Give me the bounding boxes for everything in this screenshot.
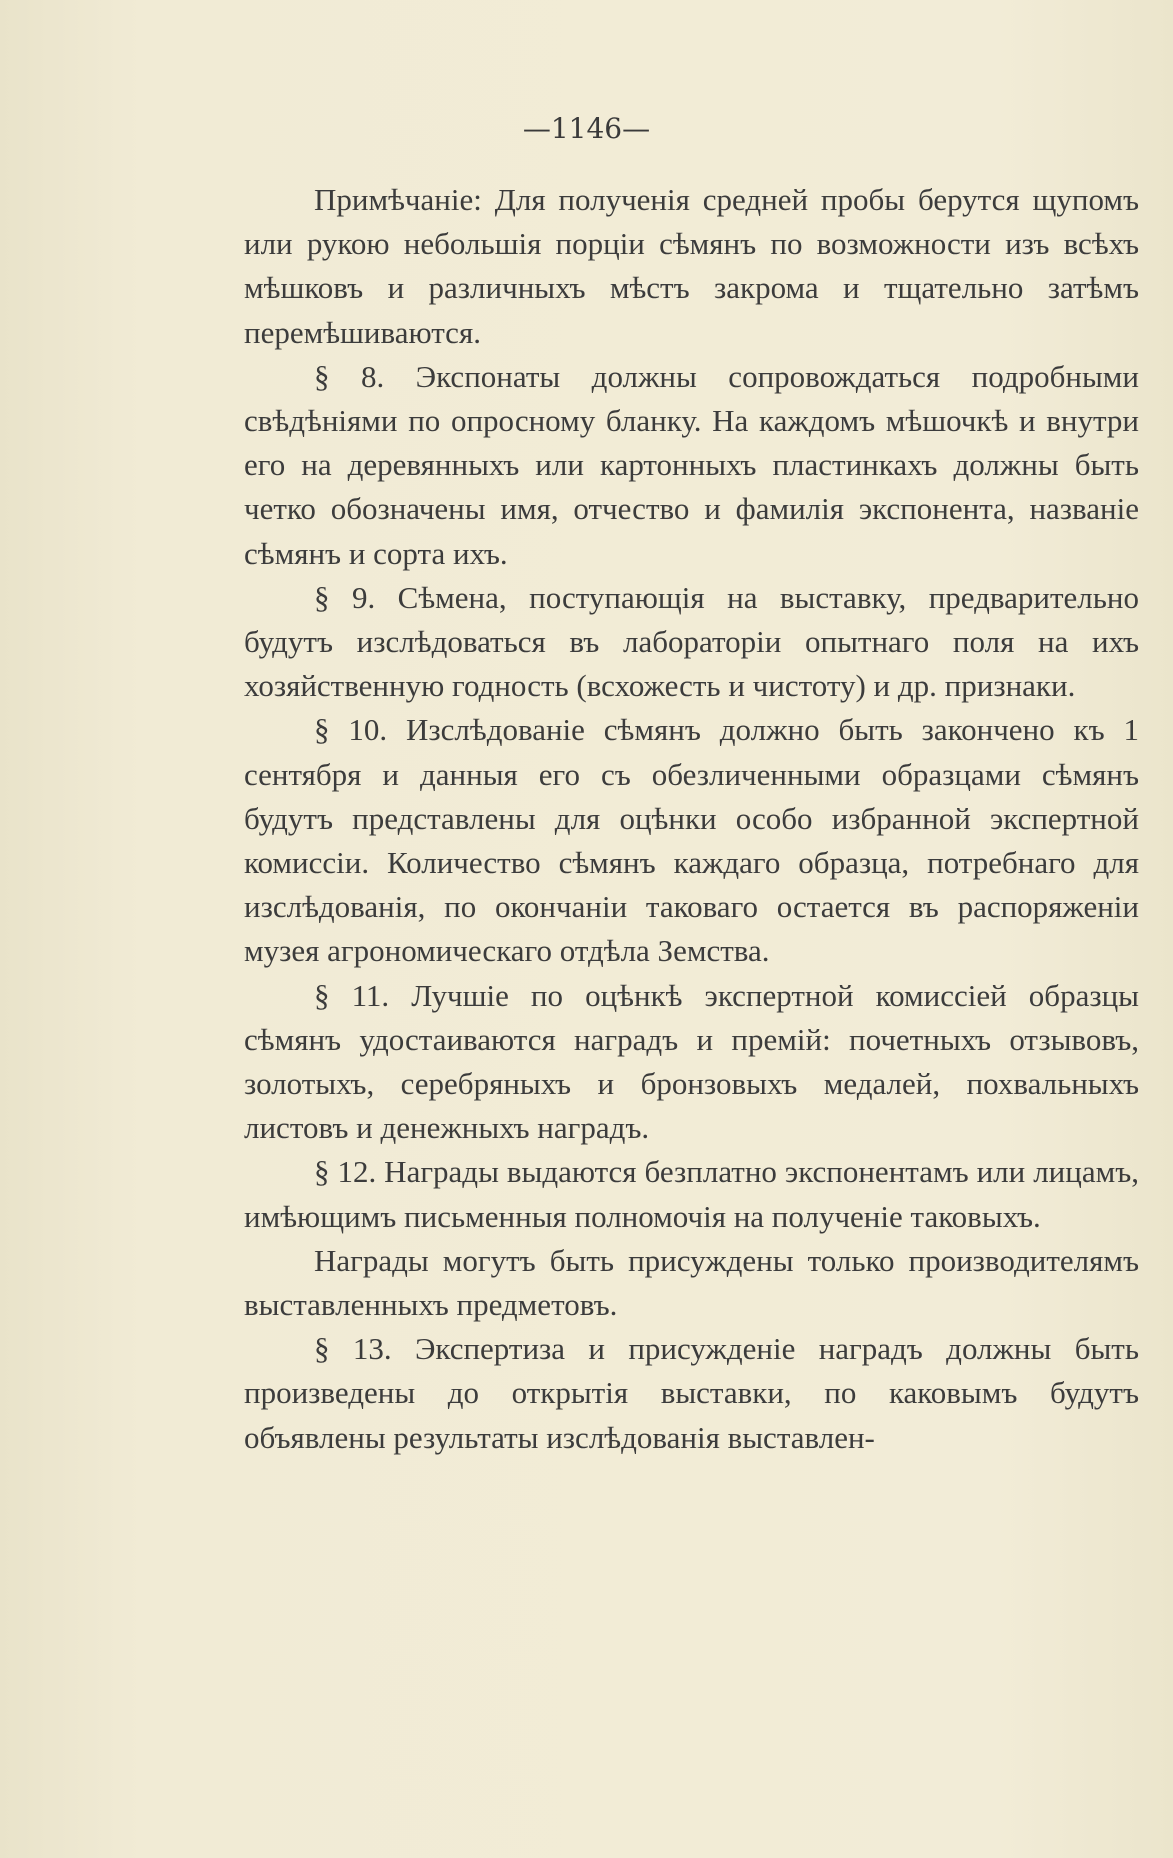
paragraph-section-13: § 13. Экспертиза и присужденіе наградъ должны быть произведены до открытія выставки, по каковымъ будутъ объявлены результаты изслѣдованія выставлен- bbox=[244, 1331, 1139, 1455]
page-number: —1146— bbox=[522, 112, 651, 145]
paragraph-section-9: § 9. Сѣмена, поступающія на выставку, предварительно будутъ изслѣдоваться въ лабораторіи опытнаго поля на ихъ хозяйственную годность (всхожесть и чистоту) и др. признаки. bbox=[244, 579, 1139, 704]
paragraph-note: Примѣчаніе: Для полученія средней пробы берутся щупомъ или рукою небольшія порціи сѣмянъ по возможности изъ всѣхъ мѣшковъ и различныхъ мѣстъ закрома и тщательно затѣмъ перемѣшиваются. bbox=[244, 182, 1139, 350]
paragraph-section-10: § 10. Изслѣдованіе сѣмянъ должно быть закончено къ 1 сентября и данныя его съ обезличенными образцами сѣмянъ будутъ представлены для оцѣнки особо избранной экспертной комиссіи. Количество сѣмянъ каждаго образца, потребнаго для изслѣдованія, по окончаніи таковаго остается въ распоряженіи музея агрономическаго отдѣла Земства. bbox=[244, 712, 1139, 969]
paragraph-awards: Награды могутъ быть присуждены только производителямъ выставленныхъ предметовъ. bbox=[244, 1242, 1139, 1323]
paragraph-section-11: § 11. Лучшіе по оцѣнкѣ экспертной комиссіей образцы сѣмянъ удостаиваются наградъ и премій: почетныхъ отзывовъ, золотыхъ, серебряныхъ и бронзовыхъ медалей, похвальныхъ листовъ и денежныхъ наградъ. bbox=[244, 977, 1139, 1146]
paragraph-section-8: § 8. Экспонаты должны сопровождаться подробными свѣдѣніями по опросному бланку. На каждомъ мѣшочкѣ и внутри его на деревянныхъ или картонныхъ пластинкахъ должны быть четко обозначены имя, отчество и фамилія экспонента, названіе сѣмянъ и сорта ихъ. bbox=[244, 358, 1139, 571]
page-body bbox=[244, 178, 1139, 1460]
paragraph-section-12: § 12. Награды выдаются безплатно экспонентамъ или лицамъ, имѣющимъ письменныя полномочія на полученіе таковыхъ. bbox=[244, 1154, 1139, 1234]
